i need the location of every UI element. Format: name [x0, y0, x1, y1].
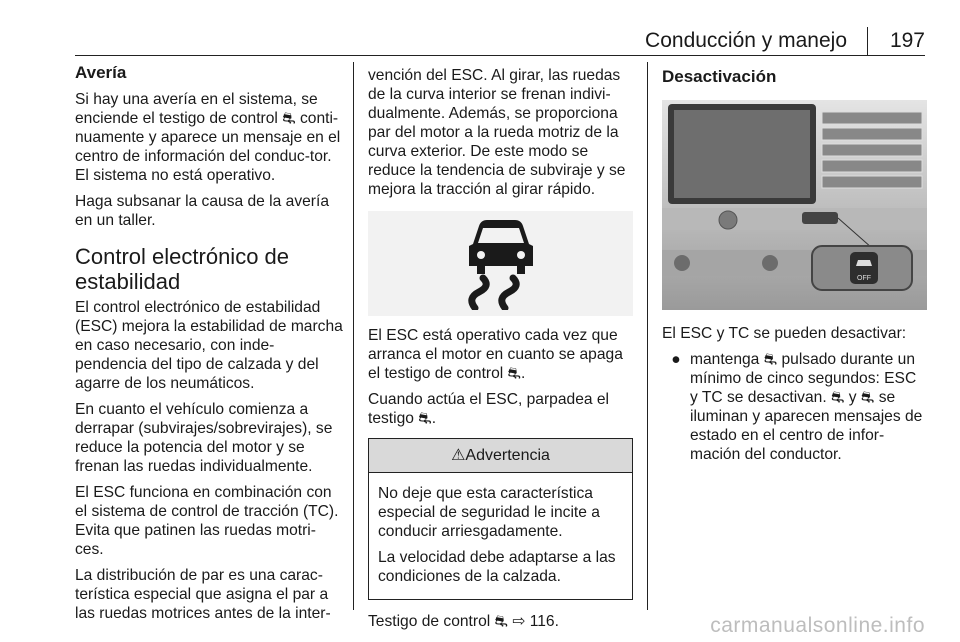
dashboard-photo [662, 100, 927, 310]
paragraph: El control electrónico de estabilidad (ESC) mejora la estabilidad de marcha en caso necesario, con inde-pendencia del tipo de calzada y del agarre de los neumáticos. [75, 299, 343, 392]
header-separator [867, 27, 868, 55]
page-title: Conducción y manejo [645, 29, 847, 52]
paragraph: Haga subsanar la causa de la avería en un taller. [75, 193, 329, 229]
paragraph: Testigo de control ⛐ ⇨ 116. [368, 613, 559, 630]
paragraph: La distribución de par es una carac-terística especial que asigna el par a las ruedas motrices antes de la inter- [75, 567, 331, 622]
heading-control-estabilidad: Control electrónico de estabilidad [75, 244, 290, 294]
warning-text: La velocidad debe adaptarse a las condiciones de la calzada. [378, 549, 616, 585]
bullet-icon: ● [671, 351, 681, 368]
watermark: carmanualsonline.info [710, 614, 925, 637]
warning-text: No deje que esta característica especial de seguridad le incite a conducir arriesgadamente. [378, 485, 600, 540]
esc-skid-car-icon [461, 218, 541, 310]
esc-indicator-figure [368, 211, 633, 316]
warning-title: ⚠Advertencia [369, 439, 632, 473]
paragraph: vención del ESC. Al girar, las ruedas de la curva interior se frenan indivi-dualmente. Además, se proporciona par del motor a la rueda motriz de la curva exterior. De este modo se reduce la tendencia de subviraje y se mejora la tracción al girar rápido. [368, 67, 626, 198]
heading-averia: Avería [75, 63, 127, 82]
list-item [662, 350, 927, 464]
page-number: 197 [889, 29, 925, 52]
column-right [662, 66, 927, 464]
column-left [75, 62, 343, 630]
paragraph: Cuando actúa el ESC, parpadea el testigo ⛐. [368, 391, 610, 427]
page-header [75, 27, 925, 56]
column-middle [368, 66, 633, 638]
paragraph: El ESC y TC se pueden desactivar: [662, 325, 907, 342]
heading-desactivacion: Desactivación [662, 67, 777, 86]
warning-box [368, 438, 633, 600]
list-item-text: mantenga ⛐ pulsado durante un mínimo de cinco segundos: ESC y TC se desactivan. ⛐ y ⛐ se iluminan y aparecen mensajes de estado en el centro de infor-mación del conductor. [690, 351, 923, 463]
paragraph: Si hay una avería en el sistema, se enciende el testigo de control ⛐ conti-nuamente y aparece un mensaje en el centro de información del conduc-tor. El sistema no está operativo. [75, 91, 341, 184]
off-button-label: OFF [857, 275, 871, 282]
paragraph: En cuanto el vehículo comienza a derrapar (subvirajes/sobrevirajes), se reduce la potencia del motor y se frenan las ruedas individualmente. [75, 401, 333, 475]
column-divider [353, 62, 354, 610]
paragraph: El ESC funciona en combinación con el sistema de control de tracción (TC). Evita que patinen las ruedas motri-ces. [75, 484, 339, 558]
column-divider [647, 62, 648, 610]
paragraph: El ESC está operativo cada vez que arranca el motor en cuanto se apaga el testigo de control ⛐. [368, 327, 623, 382]
